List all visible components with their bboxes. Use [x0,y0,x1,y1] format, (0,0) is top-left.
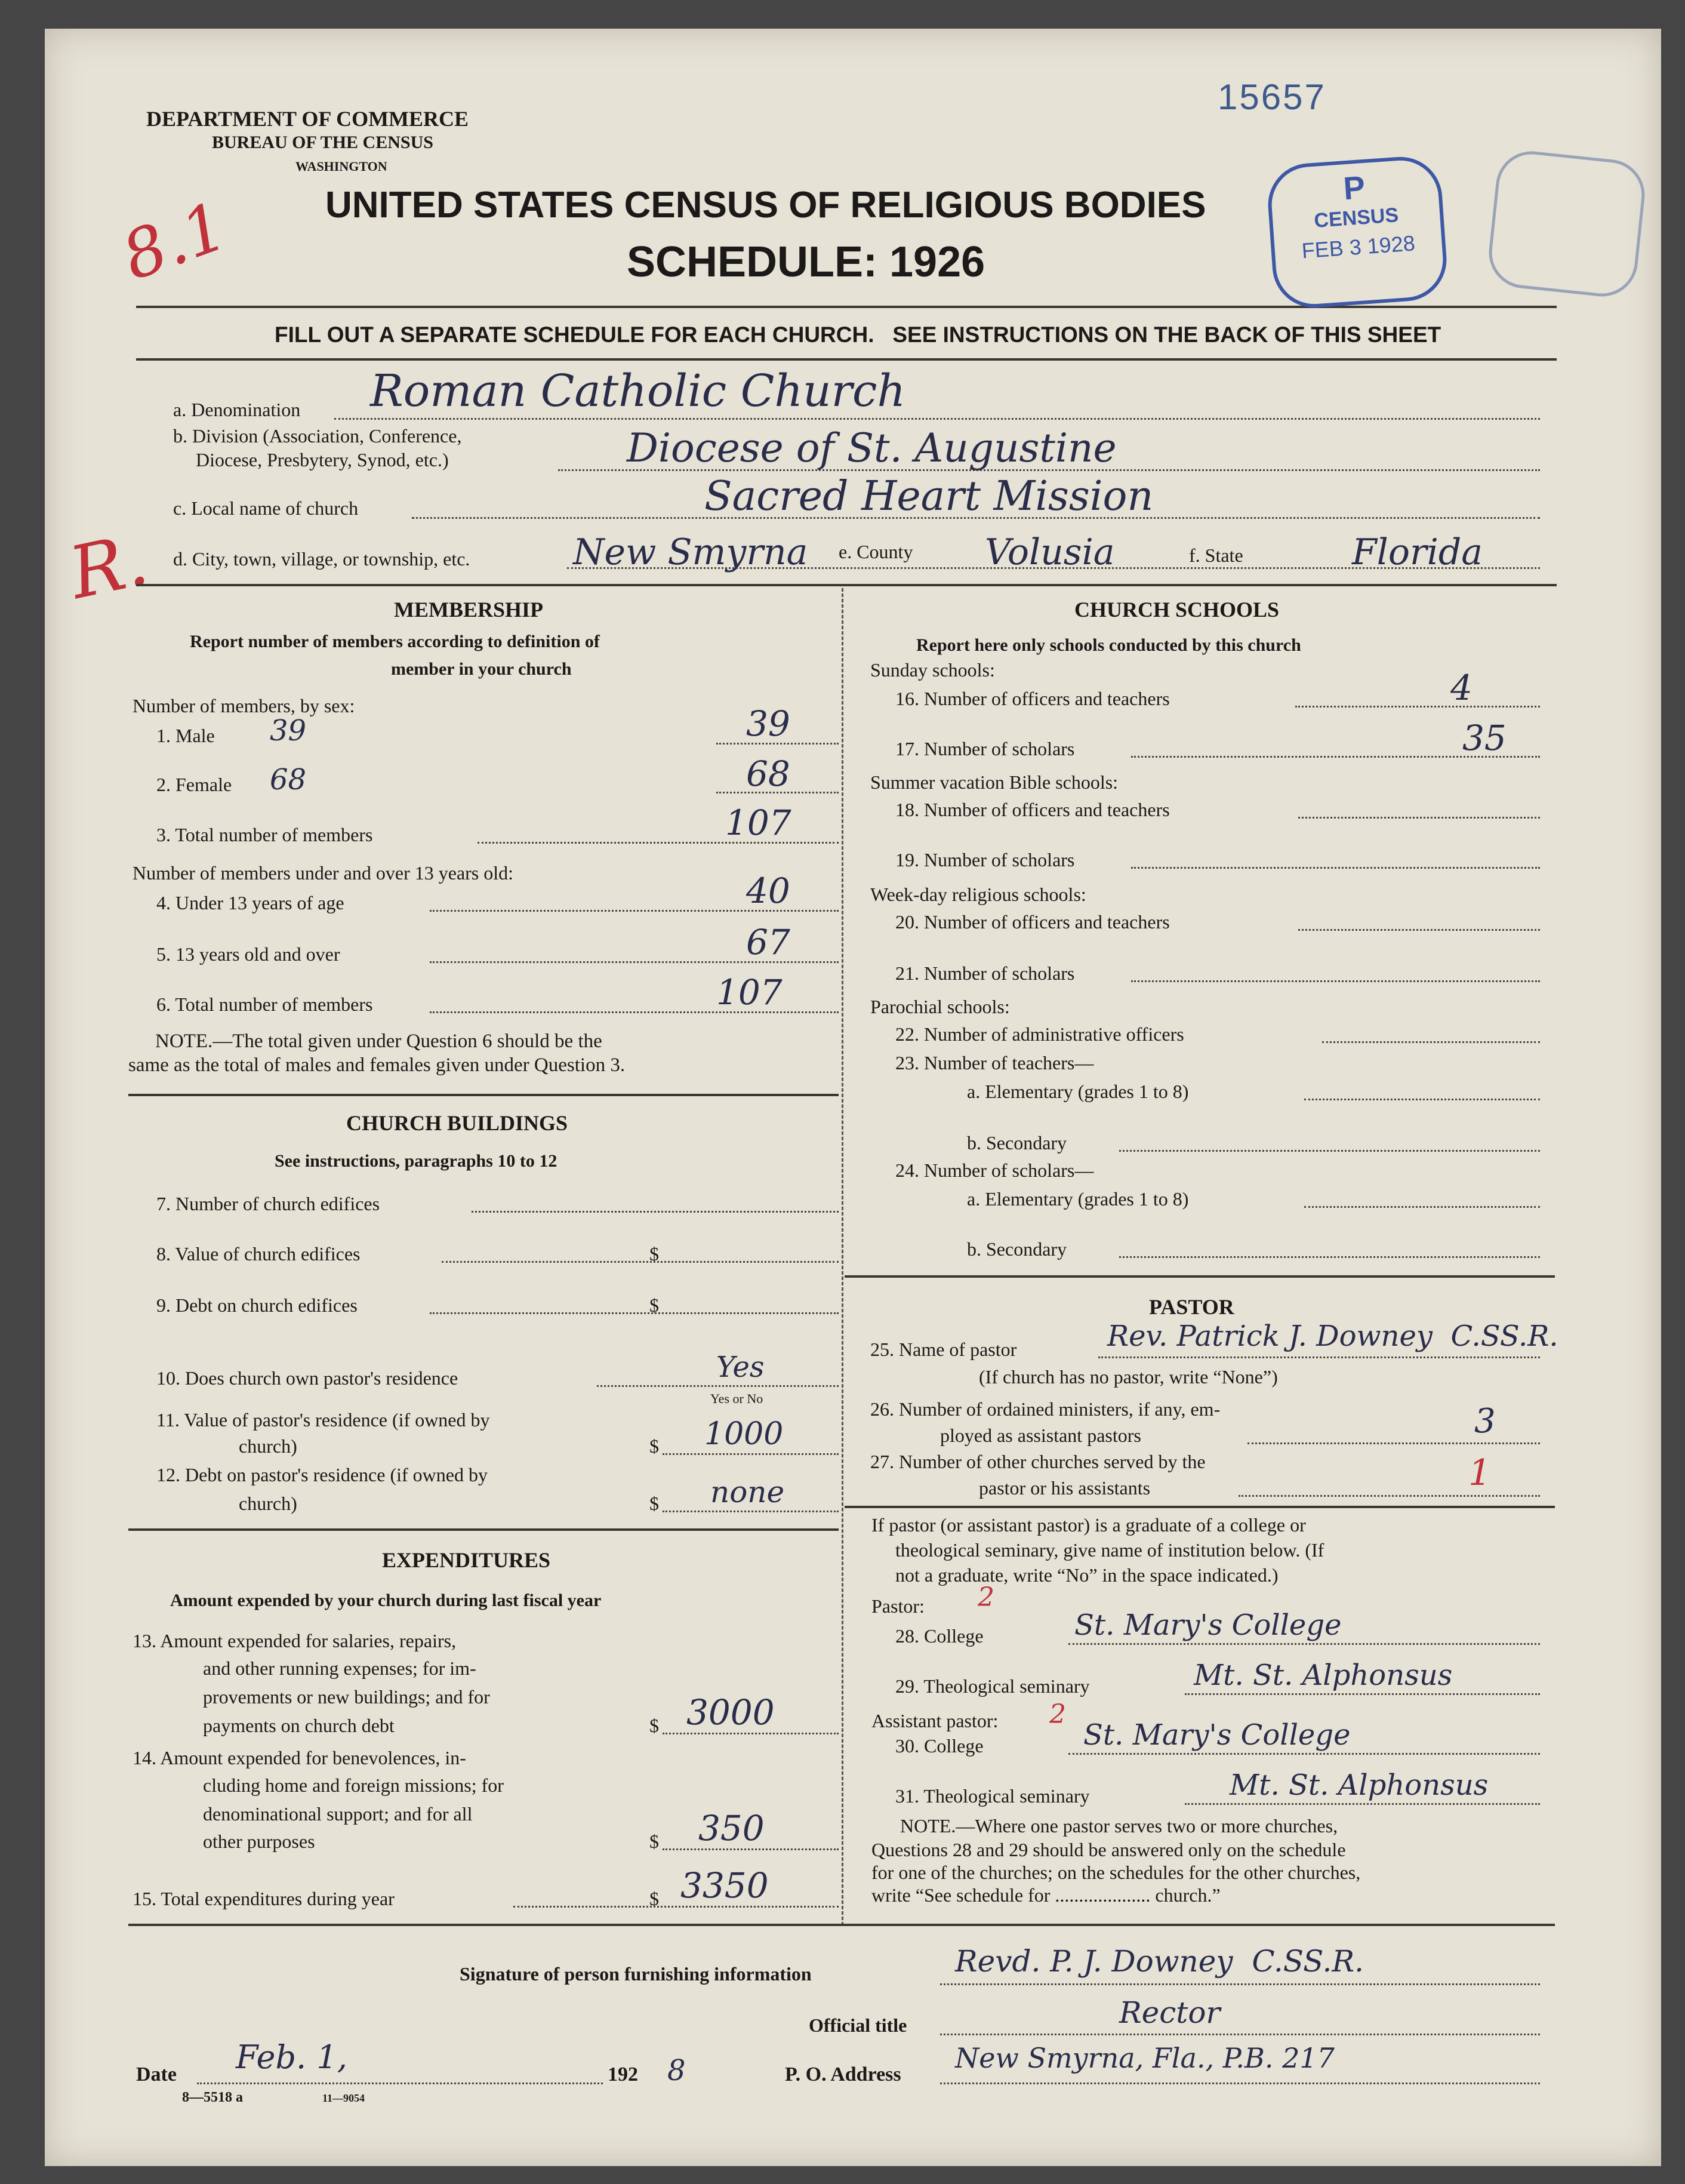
q17-label: 17. Number of scholars [895,738,1075,759]
pastor-education-label: Pastor: [871,1595,925,1617]
signature-label: Signature of person furnishing information [460,1963,812,1985]
q13-line-2: and other running expenses; for im- [203,1657,476,1679]
q24b-label: b. Secondary [967,1238,1067,1260]
expenditures-subheading: Amount expended by your church during last fiscal year [170,1591,602,1610]
schools-heading: CHURCH SCHOOLS [1074,598,1280,622]
schedule-title: SCHEDULE: 1926 [627,238,985,286]
local-name-value: Sacred Heart Mission [704,473,1154,520]
q14-line-1: 14. Amount expended for benevolences, in- [133,1747,466,1768]
q23a-line [1304,1099,1540,1100]
q5-label: 5. 13 years old and over [156,943,340,965]
q5-value: 67 [746,922,790,962]
q10-hint: Yes or No [710,1391,763,1406]
margin-mark-top: 8.1 [112,187,237,296]
q1-value: 39 [746,703,790,744]
q11-label-2: church) [239,1435,297,1457]
q15-label: 15. Total expenditures during year [133,1888,395,1909]
denomination-line [334,418,1540,420]
q11-line [663,1453,839,1455]
q10-line [597,1385,839,1387]
q25-label: 25. Name of pastor [870,1339,1017,1360]
pastor-education-mark: 2 [978,1582,994,1613]
q31-value: Mt. St. Alphonsus [1230,1768,1489,1802]
q23-label: 23. Number of teachers— [895,1052,1094,1073]
q27-value: 1 [1468,1452,1492,1494]
q26-label-1: 26. Number of ordained ministers, if any, em- [870,1398,1221,1420]
q31-label: 31. Theological seminary [895,1785,1090,1807]
q12-label-2: church) [239,1493,297,1514]
q16-label: 16. Number of officers and teachers [895,688,1170,709]
address-value: New Smyrna, Fla., P.B. 217 [955,2042,1335,2074]
membership-subheading-2: member in your church [391,659,572,679]
q2-value: 68 [746,753,790,794]
q13-line-1: 13. Amount expended for salaries, repairs, [133,1630,457,1651]
division-label-2: Diocese, Presbytery, Synod, etc.) [196,449,449,470]
q9-dollar: $ [649,1294,659,1316]
county-value: Volusia [985,531,1115,573]
assistant-education-label: Assistant pastor: [871,1710,999,1731]
schools-subheading: Report here only schools conducted by this church [916,635,1301,655]
q29-label: 29. Theological seminary [895,1675,1090,1697]
q19-line [1131,867,1540,869]
column-divider [842,588,843,1925]
denomination-value: Roman Catholic Church [370,365,906,417]
census-received-stamp [1265,154,1449,310]
identity-rule [136,584,1557,586]
q23b-label: b. Secondary [967,1132,1067,1153]
q24a-label: a. Elementary (grades 1 to 8) [967,1188,1189,1210]
date-label: Date [136,2063,177,2085]
q15-line [513,1906,839,1908]
q7-label: 7. Number of church edifices [156,1193,380,1214]
q4-label: 4. Under 13 years of age [156,892,344,913]
q16-line [1295,706,1540,708]
instructions-line: FILL OUT A SEPARATE SCHEDULE FOR EACH CHURCH. SEE INSTRUCTIONS ON THE BACK OF THIS SHEET [275,322,1441,347]
buildings-heading: CHURCH BUILDINGS [346,1111,568,1135]
stamp-word: CENSUS [1313,204,1400,232]
bureau-city: WASHINGTON [295,159,387,174]
membership-rule [128,1094,839,1096]
stamp-date: FEB 3 1928 [1301,230,1416,263]
q12-dollar: $ [649,1493,659,1514]
q11-value: 1000 [704,1416,784,1452]
official-title-value: Rector [1119,1995,1221,2030]
q11-dollar: $ [649,1435,659,1457]
q3-label: 3. Total number of members [156,824,373,845]
q17-value: 35 [1462,718,1507,758]
age-label: Number of members under and over 13 years old: [133,862,514,884]
official-title-line [940,2034,1540,2035]
signature-line [940,1983,1540,1985]
q1-label: 1. Male [156,725,215,746]
q16-value: 4 [1450,667,1473,708]
document-number: 15657 [1218,77,1326,117]
instructions-rule [136,358,1557,361]
q9-label: 9. Debt on church edifices [156,1294,358,1316]
q28-line [1068,1643,1540,1645]
q13-line-3: provements or new buildings; and for [203,1686,490,1708]
city-label: d. City, town, village, or township, etc. [173,548,470,570]
graduate-note-3: not a graduate, write “No” in the space indicated.) [895,1564,1279,1586]
q20-line [1298,929,1540,931]
stamp-letter: P [1342,169,1366,207]
membership-note-2: same as the total of males and females given under Question 3. [128,1054,626,1076]
q6-value: 107 [716,972,783,1013]
county-label: e. County [839,541,913,562]
year-value: 8 [667,2054,686,2087]
q13-dollar: $ [649,1715,659,1736]
state-value: Florida [1352,531,1483,573]
q29-line [1185,1693,1540,1695]
pastor-note-1: NOTE.—Where one pastor serves two or more churches, [900,1815,1338,1837]
bureau-name: BUREAU OF THE CENSUS [212,133,433,152]
parochial-schools-label: Parochial schools: [870,996,1010,1017]
q10-value: Yes [716,1351,765,1384]
q8-label: 8. Value of church edifices [156,1243,361,1265]
q29-value: Mt. St. Alphonsus [1194,1659,1453,1692]
print-number: 11—9054 [322,2092,365,2104]
buildings-rule [128,1528,839,1531]
q22-line [1322,1041,1540,1043]
assistant-education-mark: 2 [1049,1699,1066,1730]
expenditures-heading: EXPENDITURES [382,1548,551,1572]
date-value: Feb. 1, [236,2038,347,2076]
q14-line-2: cluding home and foreign missions; for [203,1774,504,1796]
weekday-schools-label: Week-day religious schools: [870,884,1086,905]
margin-mark-side: R. [62,518,155,616]
q14-line [663,1848,839,1850]
q8-line [442,1261,839,1263]
q8-dollar: $ [649,1243,659,1265]
pastor-rule [845,1506,1555,1508]
q21-label: 21. Number of scholars [895,962,1075,984]
q14-line-4: other purposes [203,1831,315,1852]
q25-value: Rev. Patrick J. Downey C.SS.R. [1107,1319,1558,1353]
q25-line [1098,1356,1540,1358]
q26-line [1247,1442,1540,1444]
faded-stamp [1486,148,1649,300]
q24a-line [1304,1206,1540,1208]
pastor-note-3: for one of the churches; on the schedules for the other churches, [871,1862,1361,1883]
address-label: P. O. Address [785,2063,901,2085]
year-prefix: 192 [608,2063,638,2085]
q27-label-1: 27. Number of other churches served by the [870,1451,1206,1472]
q24-label: 24. Number of scholars— [895,1159,1094,1181]
q12-value: none [710,1475,785,1509]
q1-note: 39 [270,714,307,748]
state-label: f. State [1189,545,1243,566]
q3-value: 107 [725,802,791,843]
q9-line [430,1312,839,1314]
membership-heading: MEMBERSHIP [394,598,544,622]
graduate-note-2: theological seminary, give name of institution below. (If [895,1539,1324,1561]
q28-value: St. Mary's College [1074,1608,1342,1642]
q23a-label: a. Elementary (grades 1 to 8) [967,1081,1189,1102]
header-rule [136,306,1557,308]
q12-line [663,1511,839,1512]
q27-label-2: pastor or his assistants [979,1477,1151,1499]
q31-line [1185,1803,1540,1805]
sunday-schools-label: Sunday schools: [870,659,995,681]
membership-subheading-1: Report number of members according to definition of [190,632,600,651]
q15-value: 3350 [680,1865,769,1906]
q22-label: 22. Number of administrative officers [895,1023,1184,1045]
buildings-subheading: See instructions, paragraphs 10 to 12 [275,1151,557,1171]
q2-note: 68 [270,763,307,796]
signature-value: Revd. P. J. Downey C.SS.R. [955,1944,1364,1979]
q18-label: 18. Number of officers and teachers [895,799,1170,820]
department-name: DEPARTMENT OF COMMERCE [146,107,469,131]
q23b-line [1119,1150,1540,1152]
q18-line [1298,817,1540,819]
q25-hint: (If church has no pastor, write “None”) [979,1366,1278,1388]
q13-value: 3000 [686,1692,775,1733]
schools-rule [845,1275,1555,1278]
denomination-label: a. Denomination [173,399,301,420]
q14-value: 350 [698,1808,765,1848]
local-name-label: c. Local name of church [173,497,359,519]
summer-schools-label: Summer vacation Bible schools: [870,771,1119,793]
q14-dollar: $ [649,1831,659,1852]
graduate-note-1: If pastor (or assistant pastor) is a graduate of a college or [871,1514,1306,1536]
pastor-note-4: write “See schedule for .................... church.” [871,1884,1221,1906]
form-title: UNITED STATES CENSUS OF RELIGIOUS BODIES [325,184,1206,226]
q7-line [472,1211,839,1213]
q24b-line [1119,1256,1540,1258]
q2-label: 2. Female [156,774,232,795]
division-label-1: b. Division (Association, Conference, [173,425,462,447]
footer-rule [128,1924,1555,1926]
q4-value: 40 [746,870,790,911]
q13-line [663,1733,839,1734]
official-title-label: Official title [809,2014,907,2036]
membership-note-1: NOTE.—The total given under Question 6 should be the [155,1031,602,1052]
pastor-heading: PASTOR [1149,1295,1234,1319]
pastor-note-2: Questions 28 and 29 should be answered only on the schedule [871,1839,1346,1860]
q21-line [1131,980,1540,982]
city-value: New Smyrna [573,531,808,573]
q30-label: 30. College [895,1735,984,1757]
q26-value: 3 [1474,1402,1496,1441]
q30-line [1068,1753,1540,1755]
by-sex-label: Number of members, by sex: [133,695,355,716]
q26-label-2: ployed as assistant pastors [940,1425,1141,1446]
q6-label: 6. Total number of members [156,993,373,1015]
q30-value: St. Mary's College [1083,1718,1351,1752]
date-line [197,2083,603,2084]
q10-label: 10. Does church own pastor's residence [156,1367,458,1389]
q12-label-1: 12. Debt on pastor's residence (if owned by [156,1464,488,1485]
form-number: 8—5518 a [182,2090,243,2105]
q14-line-3: denominational support; and for all [203,1803,473,1825]
q28-label: 28. College [895,1625,984,1647]
q15-dollar: $ [649,1888,659,1909]
q19-label: 19. Number of scholars [895,849,1075,870]
division-value: Diocese of St. Augustine [627,425,1117,471]
q20-label: 20. Number of officers and teachers [895,911,1170,933]
q11-label-1: 11. Value of pastor's residence (if owned by [156,1409,490,1431]
q27-line [1239,1495,1540,1497]
q13-line-4: payments on church debt [203,1715,395,1736]
address-line [940,2083,1540,2084]
